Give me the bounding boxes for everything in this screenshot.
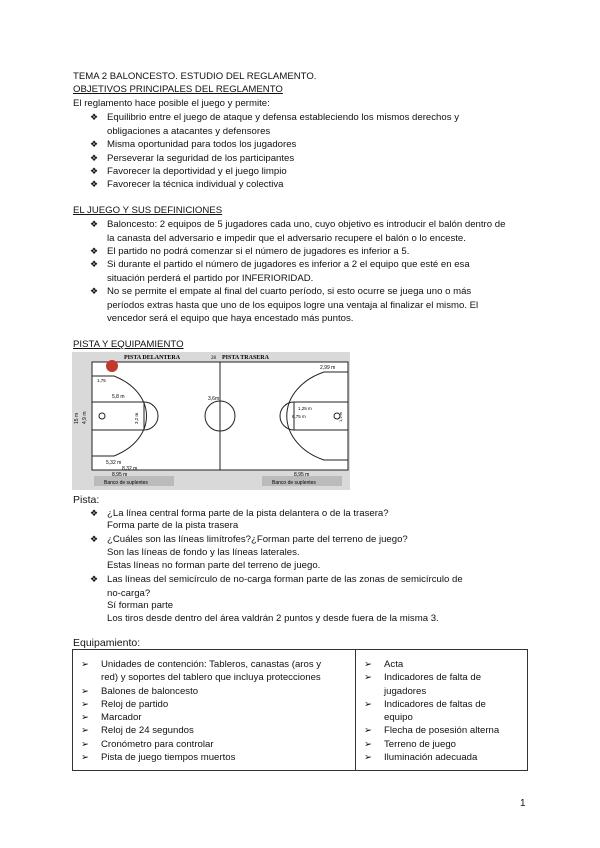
list-item: ❖ Si durante el partido el número de jugadores es inferior a 2 el equipo que esté en esa situación perderá el partido por INFERIORIDAD. xyxy=(90,259,470,284)
list-item: ❖ El partido no podrá comenzar si el número de jugadores es inferior a 5. xyxy=(90,246,410,257)
bullet-icon: ❖ xyxy=(90,534,99,544)
list-item: ❖ Baloncesto: 2 equipos de 5 jugadores cada uno, cuyo objetivo es introducir el balón dentro de la canasta del adversario e impedir que el adversario recupere el balón o lo enceste. xyxy=(90,219,506,244)
court-diagram xyxy=(72,352,350,490)
answer-text: Sí forman parte xyxy=(107,600,174,611)
arrow-icon: ➢ xyxy=(364,725,373,737)
arrow-icon: ➢ xyxy=(81,725,90,737)
list-item: jugadores xyxy=(384,685,427,697)
arrow-icon: ➢ xyxy=(81,698,90,710)
label-bench-right: Banco de suplentes xyxy=(272,480,316,486)
page-title: TEMA 2 BALONCESTO. ESTUDIO DEL REGLAMENTO. xyxy=(73,71,317,82)
bullet-icon: ❖ xyxy=(90,139,99,149)
intro-text: El reglamento hace posible el juego y permite: xyxy=(73,98,270,109)
list-item: ➢ Reloj de 24 segundos xyxy=(81,725,194,737)
label-3-2: 3,2 m xyxy=(134,412,139,424)
label-4-9: 4,9 m xyxy=(82,411,88,424)
arrow-icon: ➢ xyxy=(81,738,90,750)
label-2-99: 2,99 m xyxy=(320,365,336,371)
bullet-icon: ❖ xyxy=(90,246,99,256)
equipamiento-heading: Equipamiento: xyxy=(73,637,141,649)
label-8-95-left: 8,95 m xyxy=(112,472,128,478)
arrow-icon: ➢ xyxy=(364,672,373,684)
list-item: ➢ Cronómetro para controlar xyxy=(81,738,214,750)
label-8-95-right: 8,95 m xyxy=(294,472,310,478)
label-5-32: 5,32 m xyxy=(106,460,122,466)
answer-text: Estas líneas no forman parte del terreno de juego. xyxy=(107,560,321,571)
arrow-icon: ➢ xyxy=(364,738,373,750)
bullet-icon: ❖ xyxy=(90,508,99,518)
bullet-icon: ❖ xyxy=(90,574,99,584)
list-item: ❖ ¿Cuáles son las líneas limítrofes?¿Forman parte del terreno de juego? xyxy=(90,534,408,545)
pista-heading: Pista: xyxy=(73,494,100,506)
bullet-icon: ❖ xyxy=(90,153,99,163)
bullet-icon: ❖ xyxy=(90,112,99,122)
section-heading-objetivos: OBJETIVOS PRINCIPALES DEL REGLAMENTO xyxy=(73,84,283,95)
label-15: 15 m xyxy=(74,412,80,424)
list-item: ❖ Equilibrio entre el juego de ataque y defensa estableciendo los mismos derechos y obligaciones a atacantes y defensores xyxy=(90,112,459,137)
label-pista-trasera: PISTA TRASERA xyxy=(222,355,269,361)
label-3-6: 3,6m xyxy=(208,396,220,402)
label-pista-delantera: PISTA DELANTERA xyxy=(124,355,181,361)
label-1-2: 1,2 m xyxy=(338,411,343,422)
equipamiento-left-col xyxy=(73,650,356,771)
bullet-icon: ❖ xyxy=(90,219,99,229)
bullet-icon: ❖ xyxy=(90,166,99,176)
list-item: ➢ Unidades de contención: Tableros, canastas (aros y xyxy=(81,659,322,670)
list-item: ➢ Iluminación adecuada xyxy=(364,752,478,764)
equipamiento-right-col xyxy=(356,650,528,771)
list-item: ➢ Acta xyxy=(364,659,404,670)
list-item: ❖ Las líneas del semicírculo de no-carga forman parte de las zonas de semicírculo de no-carga? xyxy=(90,574,463,599)
list-item: ❖ Favorecer la deportividad y el juego limpio xyxy=(90,166,287,177)
list-item: ➢ Indicadores de falta de xyxy=(364,672,482,684)
answer-text: Los tiros desde dentro del área valdrán 2 puntos y desde fuera de la misma 3. xyxy=(107,613,439,624)
bullet-icon: ❖ xyxy=(90,179,99,189)
arrow-icon: ➢ xyxy=(364,752,373,764)
list-item: ➢ Terreno de juego xyxy=(364,738,457,750)
list-item: ❖ ¿La línea central forma parte de la pista delantera o de la trasera? xyxy=(90,508,389,519)
arrow-icon: ➢ xyxy=(81,712,90,724)
bullet-icon: ❖ xyxy=(90,286,99,296)
label-28: 28 xyxy=(211,356,216,361)
answer-text: Son las líneas de fondo y las líneas laterales. xyxy=(107,547,300,558)
label-5-8: 5,8 m xyxy=(112,394,125,400)
list-item: ➢ Marcador xyxy=(81,712,142,724)
list-item: ❖ No se permite el empate al final del cuarto período, si esto ocurre se juega uno o más períodos extras hasta que uno de los equipos logre una ventaja al finalizar el mismo. El vencedor será el equipo que haya encestado más puntos. xyxy=(90,286,479,324)
list-item: ➢ Indicadores de faltas de xyxy=(364,698,486,710)
arrow-icon: ➢ xyxy=(81,752,90,764)
list-item: ❖ Misma oportunidad para todos los jugadores xyxy=(90,139,297,150)
list-item: ➢ Balones de baloncesto xyxy=(81,685,199,697)
list-item: ❖ Favorecer la técnica individual y colectiva xyxy=(90,179,284,190)
list-item: ➢ Flecha de posesión alterna xyxy=(364,725,500,737)
label-bench-left: Banco de suplentes xyxy=(104,480,148,486)
label-1-25: 1,25 m xyxy=(298,406,312,411)
section-heading-juego: EL JUEGO Y SUS DEFINICIONES xyxy=(73,205,223,216)
page-number: 1 xyxy=(520,798,526,809)
list-item: equipo xyxy=(384,712,413,724)
arrow-icon: ➢ xyxy=(81,685,90,697)
arrow-icon: ➢ xyxy=(364,698,373,710)
section-heading-pista-equipamiento: PISTA Y EQUIPAMIENTO xyxy=(73,339,184,350)
arrow-icon: ➢ xyxy=(364,659,373,670)
list-item: red) y soportes del tablero que incluya protecciones xyxy=(101,672,321,684)
answer-text: Forma parte de la pista trasera xyxy=(107,520,239,531)
label-1-75: 1,75 xyxy=(97,378,106,383)
list-item: ➢ Reloj de partido xyxy=(81,698,169,710)
arrow-icon: ➢ xyxy=(81,659,90,670)
label-6-75: 6,75 m xyxy=(292,414,306,419)
logo-icon xyxy=(106,360,118,372)
equipamiento-table xyxy=(72,649,528,771)
label-8-32: 8,32 m xyxy=(122,466,138,472)
bullet-icon: ❖ xyxy=(90,259,99,269)
list-item: ❖ Perseverar la seguridad de los participantes xyxy=(90,153,295,164)
list-item: ➢ Pista de juego tiempos muertos xyxy=(81,752,236,764)
